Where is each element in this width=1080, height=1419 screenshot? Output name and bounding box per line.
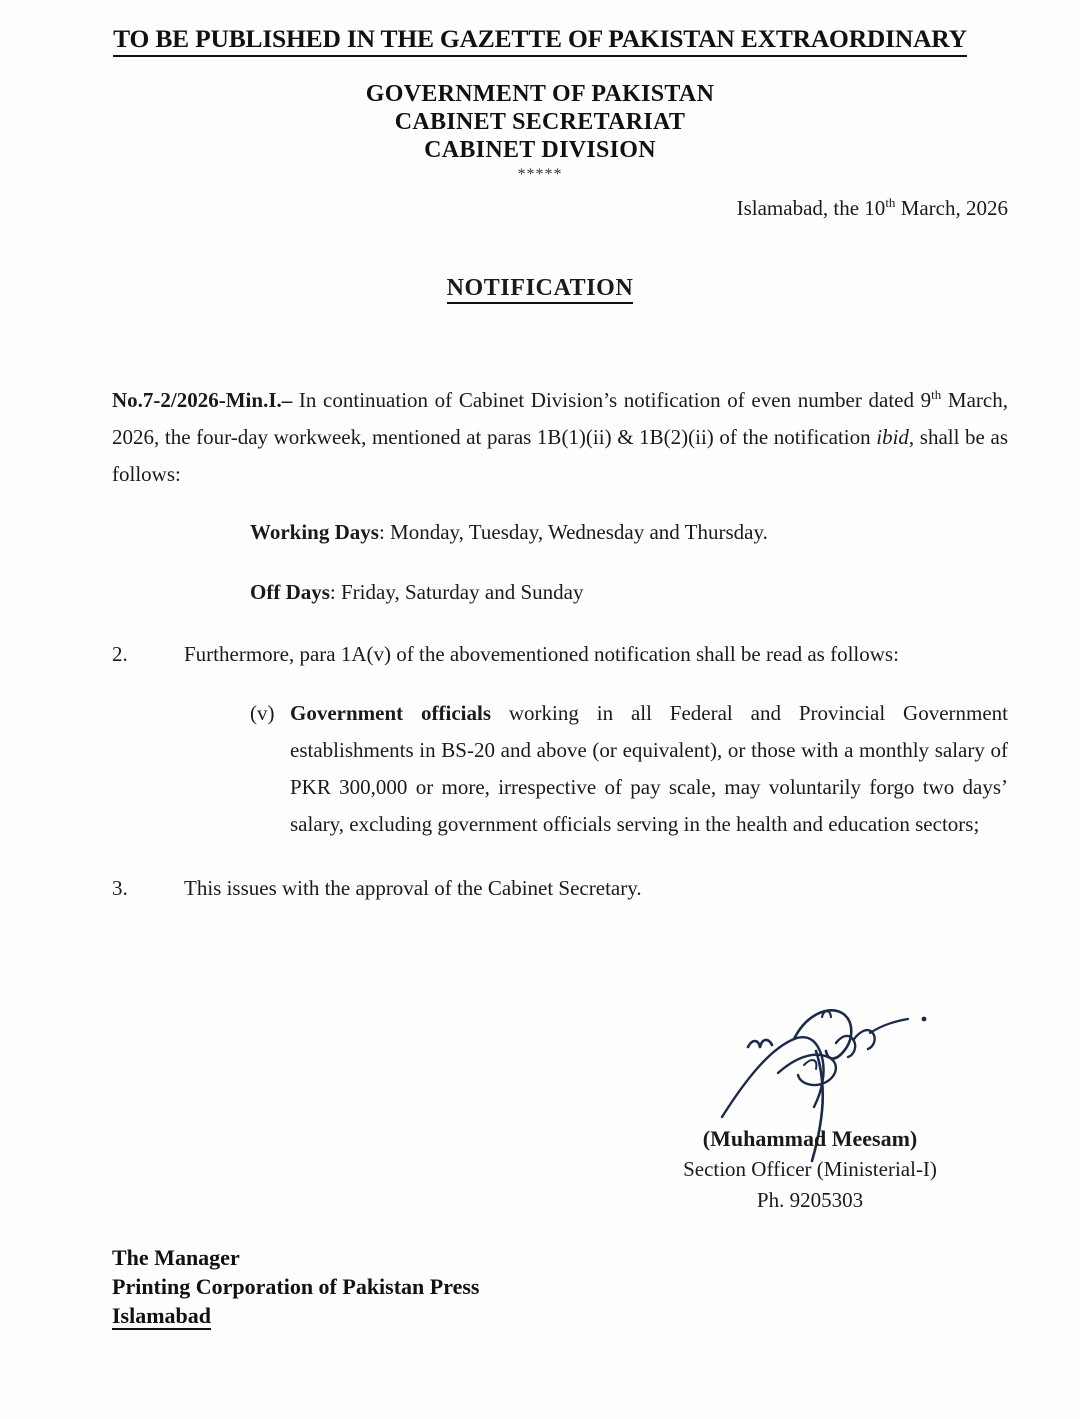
dateline-suffix: March, 2026 <box>895 196 1008 220</box>
paragraph-one-text-a: In continuation of Cabinet Division’s notification of even number dated 9 <box>292 388 932 412</box>
organization-line-government: GOVERNMENT OF PAKISTAN <box>365 81 715 107</box>
paragraph-one-text-c: , shall be as follows: <box>112 425 1008 486</box>
paragraph-one-ordinal: th <box>931 387 942 402</box>
signatory-details <box>600 1123 1020 1216</box>
reference-number: No.7-2/2026-Min.I.– <box>112 388 293 412</box>
working-days-value: : Monday, Tuesday, Wednesday and Thursday. <box>378 520 768 544</box>
working-days-line <box>250 515 1008 549</box>
paragraph-two-number: 2. <box>112 642 128 666</box>
document-body <box>112 382 1008 905</box>
organization-line-secretariat: CABINET SECRETARIAT <box>394 109 686 135</box>
signatory-name: (Muhammad Meesam) <box>702 1126 918 1151</box>
paragraph-three <box>112 871 1008 905</box>
gazette-header <box>0 24 1080 54</box>
gazette-header-text: TO BE PUBLISHED IN THE GAZETTE OF PAKISTAN EXTRAORDINARY <box>113 24 967 57</box>
paragraph-three-text: This issues with the approval of the Cabinet Secretary. <box>184 876 642 900</box>
organization-line-division: CABINET DIVISION <box>424 137 656 163</box>
paragraph-one-text-b: March, 2026, the four-day workweek, mentioned at paras 1B(1)(ii) & 1B(2)(ii) of the notification <box>112 388 1008 449</box>
addressee-block <box>112 1243 479 1330</box>
signature-block <box>600 995 1020 1225</box>
paragraph-two-text: Furthermore, para 1A(v) of the abovementioned notification shall be read as follows: <box>184 642 899 666</box>
working-days-label: Working Days <box>250 520 379 544</box>
page-title-text: NOTIFICATION <box>447 275 634 304</box>
paragraph-one <box>112 382 1008 493</box>
off-days-value: : Friday, Saturday and Sunday <box>329 580 584 604</box>
clause-v-bold-lead: Government officials <box>290 701 491 725</box>
addressee-line-manager: The Manager <box>112 1245 240 1270</box>
asterisk-separator: ***** <box>517 166 563 183</box>
dateline-prefix: Islamabad, the 10 <box>736 196 886 220</box>
signatory-phone: Ph. 9205303 <box>756 1188 864 1212</box>
clause-v-text: working in all Federal and Provincial Government establishments in BS-20 and above (or equivalent), or those with a monthly salary of PKR 300,000 or more, irrespective of pay scale, may voluntarily forgo two days’ salary, excluding government officials serving in the health and education sectors; <box>290 701 1008 836</box>
paragraph-three-number: 3. <box>112 876 128 900</box>
dateline <box>737 196 1008 221</box>
signatory-designation: Section Officer (Ministerial-I) <box>683 1157 937 1181</box>
paragraph-one-ibid: ibid <box>876 425 909 449</box>
organization-block <box>0 80 1080 184</box>
dateline-ordinal: th <box>885 195 896 210</box>
clause-v-roman: (v) <box>250 701 275 725</box>
paragraph-two <box>112 637 1008 671</box>
addressee-line-organization: Printing Corporation of Pakistan Press <box>112 1274 480 1299</box>
off-days-line <box>250 575 1008 609</box>
off-days-label: Off Days <box>250 580 330 604</box>
addressee-line-city: Islamabad <box>112 1303 212 1328</box>
clause-v <box>112 695 1008 843</box>
page-title <box>0 275 1080 302</box>
